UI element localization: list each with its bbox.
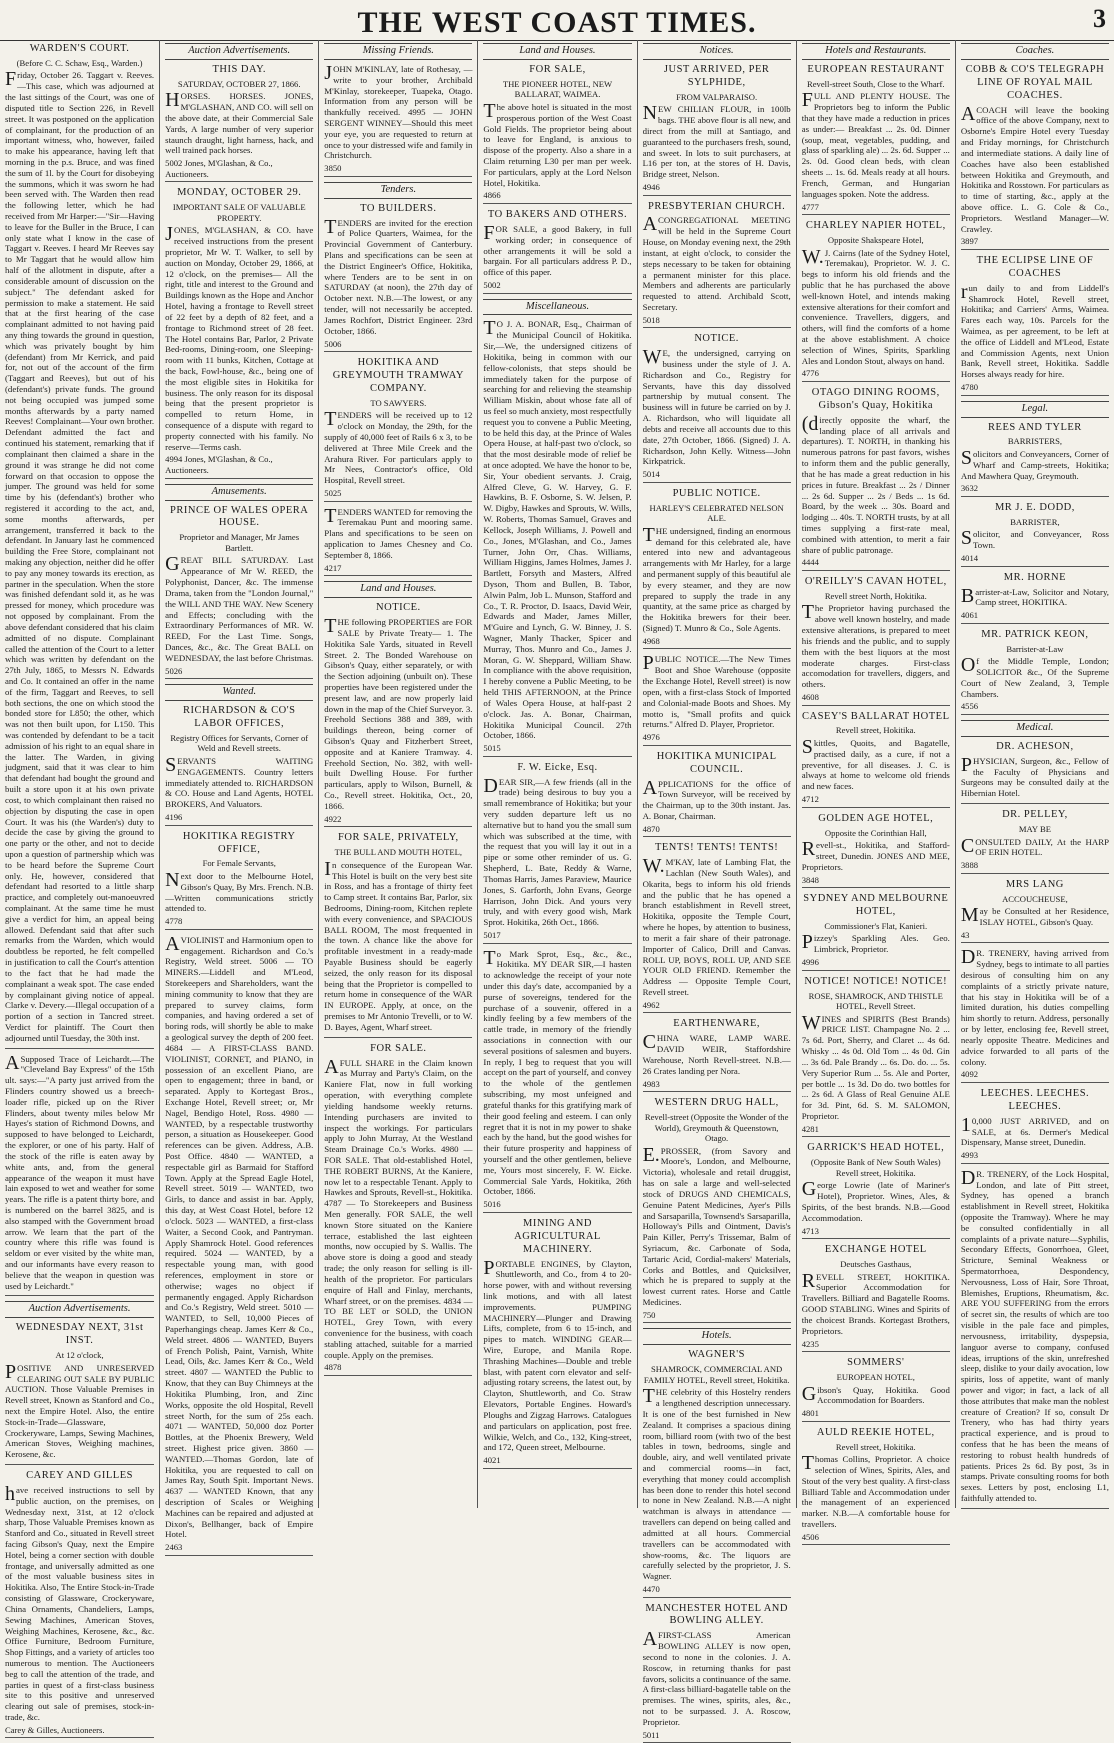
advert-block — [483, 762, 631, 944]
advert-footer: 5018 — [643, 315, 791, 329]
advert-block — [643, 751, 791, 838]
advert-subheading: (Opposite Bank of New South Wales) Revell street, Hokitika. — [810, 1157, 941, 1178]
advert-subheading: SATURDAY, OCTOBER 27, 1866. — [177, 78, 301, 89]
advert-block — [961, 502, 1109, 567]
advert-block — [802, 813, 950, 888]
advert-footer: 3897 — [961, 236, 1109, 250]
advert-footer: 5016 — [483, 1199, 631, 1213]
advert-footer: 4444 — [802, 557, 950, 571]
advert-body: Gibson's Quay, Hokitika. Good Accommodation for Boarders. — [801, 1382, 950, 1406]
advert-subheading: ROSE, SHAMROCK, AND THISTLE HOTEL, Revell Street. — [808, 990, 943, 1012]
advert-block — [483, 299, 631, 757]
advert-subheading: Revell street, Hokitika. — [835, 1441, 916, 1452]
advert-subheading: Barrister-at-Law — [1006, 643, 1064, 654]
advert-subheading: Opposite Shakspeare Hotel, — [827, 234, 924, 245]
page-number: 3 — [1093, 4, 1106, 33]
advert-footer: 4506 — [802, 1532, 950, 1546]
advert-footer: 3888 — [961, 860, 1109, 874]
divider — [961, 1508, 1109, 1509]
advert-footer: 4235 — [802, 1339, 950, 1353]
advert-headline: NOTICE. — [376, 602, 421, 614]
advert-body: GREAT BILL SATURDAY. Last Appearance of Mr W. REED, the Polyphonist, Dancer, &c. The immense Drama, taken from the "London Journal," the WILL AND THE WAY. New Scenery and Effects; concluding with the Extraordinary Performances of MR. W. REED, For the Last Time. Songs, Dances, &c., &c. The Great BALL on WEDNESDAY, the last before Christmas. — [165, 553, 314, 663]
advert-footer: 4092 — [961, 1069, 1109, 1083]
advert-body: DR. TRENERY, of the Lock Hospital, London, and late of Pitt street, Sydney, has opened a branch establishment in Revell street, Hokitika (opposite the Tramway). Where he may be consulted confidentially in all complaints of a private nature—Syphilis, Secondary Effects, Gonorrhoea, Gleet, Stricture, Seminal Weakness or Spermatorrhoea, Despondency, Nervousness, Loss of Hair, Sore Throat, Blemishes, Eruptions, Rheumatism, &c. ARE YOU SUFFERING from the errors of secret sin, the results of which are too visible in the pale face and pimples, nervousness, irritability, dyspepsia, languor averse to company, confused ideas, irruptions of the skin, unrefreshed sleep, dislike to your daily avocation, low spirits, loss of appetite, want of manly power and vigor; in fact, a lack of all those attributes that make man the noblest creature of Creation? If so, consult Dr Trenery, who has had thirty years practical experience, and is proud to confess that he has been the means of restoring to robust health hundreds of patients. Prices 2s 6d. By post, 3s in stamps. Private consulting rooms for both sexes. Letters by post, enclosing L1, faithfully attended to. — [960, 1166, 1109, 1504]
advert-footer: 4780 — [961, 382, 1109, 396]
advert-block — [5, 1051, 155, 1297]
section-heading: Medical. — [961, 720, 1109, 737]
advert-block — [802, 893, 950, 971]
advert-body: ACOACH will leave the booking office of the above Company, next to Osborne's Empire Hotel every Tuesday and Friday mornings, for Christchurch and intermediate stations. A daily line of Coaches have also been established between Hokitika and Greymouth, and Hokitika and Rosstown. For particulars as to time of starting, &c., apply at the above office. L. G. Cole & Co., Proprietors. Westland Manager—W. Crawley. — [960, 102, 1109, 234]
advert-block — [802, 220, 950, 382]
advert-footer: 4556 — [961, 701, 1109, 715]
advert-headline: MONDAY, OCTOBER 29. — [177, 187, 302, 199]
advert-footer: 4968 — [643, 636, 791, 650]
advert-block — [483, 209, 631, 294]
advert-headline: LEECHES. LEECHES. LEECHES. — [980, 1087, 1090, 1112]
advert-body: W.J. Cairns (late of the Sydney Hotel, Teremakau), Proprietor. W. J. C. begs to inform his old friends and the public that he has purchased the above well-known Hotel, and intends making extensive alterations for their comfort and convenience. Travellers, diggers, and others, will find the comforts of a home at the above establishment. A choice selection of Wines, Spirits, Sparkling Ales and London Stout, always on hand. — [801, 245, 950, 366]
advert-body: APPLICATIONS for the office of Town Surveyor, will be received by the Chairman, up to the 30th instant. Jas. A. Bonar, Chairman. — [642, 776, 791, 821]
advert-body: Revell-st., Hokitika, and Stafford-street, Dunedin. JONES AND MEE, Proprietors. — [801, 838, 950, 872]
advert-footer: 3632 — [961, 483, 1109, 497]
advert-body: Barrister-at-Law, Solicitor and Notary, Camp street, HOKITIKA. — [960, 584, 1109, 608]
advert-block — [961, 948, 1109, 1083]
advert-headline: JUST ARRIVED, PER SYLPHIDE, — [663, 63, 770, 88]
advert-subheading: At 12 o'clock, — [55, 1350, 104, 1361]
column-2 — [159, 40, 318, 1553]
advert-headline: EUROPEAN RESTAURANT — [807, 63, 945, 75]
advert-block — [961, 43, 1109, 250]
section-heading: Hotels and Restaurants. — [802, 43, 950, 60]
advert-block — [802, 1357, 950, 1422]
advert-headline: F. W. Eicke, Esq. — [517, 761, 598, 773]
advert-body: The Proprietor having purchased the above well known hostelry, and made extensive alterations, is prepared to meet his friends and the public, and to supply them with the best liquors at the most moderate charges. First-class accomodation for travellers, diggers, and others. — [801, 601, 950, 690]
advert-headline: THIS DAY. — [212, 63, 266, 75]
advert-footer: 5017 — [483, 930, 631, 944]
advert-headline: TO BUILDERS. — [360, 202, 437, 214]
column-5 — [637, 40, 796, 1740]
advert-footer: 5025 — [324, 488, 472, 502]
advert-subheading: HARLEY'S CELEBRATED NELSON ALE. — [649, 502, 784, 524]
advert-footer: 4021 — [483, 1455, 631, 1469]
advert-headline: MR. HORNE — [1003, 571, 1067, 583]
advert-block — [165, 932, 314, 1556]
advert-footer: 5002 Jones, M'Glashan, & Co., Auctioneers. — [165, 158, 313, 182]
section-heading: Hotels. — [643, 1328, 791, 1345]
advert-block — [324, 832, 472, 1037]
column-4 — [477, 40, 636, 1508]
advert-body: Of the Middle Temple, London; SOLICITOR &c., Of the Supreme Court of New Zealand, 3, Temple Chambers. — [960, 654, 1109, 699]
advert-body: AVIOLINIST and Harmonium open to engagement. Richardson and Co.'s Registry, Weld street. 5006 — TO MINERS.—Liddell and M'Leod, Storekeepers and Shareholders, want the mining community to know that they are prepared to survey claims, form companies, and having ordered a set of boring rods, will shortly be able to make a geological survey the depth of 200 feet. 4684 — A FIRST-CLASS BAND. VIOLINIST, CORNET, and PIANO, in possession of an excellent Piano, are open to engagement; three in band, or separated. Apply to Kortegast Bros., Exchange Hotel, Revell street; or, Mr Nagel, Bendigo Hotel, Ross. 4980 — WANTED, by a respectable trustworthy person, a situation as Housekeeper. Good references can be given. Address, A.B. Post Office. 4840 — WANTED, a respectable girl as Barmaid for Stafford Town. Apply at the Spread Eagle Hotel, Revell street. 5019 — WANTED, two Girls, to dance and assist in bar. Apply, this day, at West Coast Hotel, before 12 o'clock. 5023 — WANTED, a first-class Waiter, a Second Cook, and Pantryman. Apply Shamrock Hotel. Good references required. 5024 — WANTED, by a respectable young man, with good references, employment in store or otherwise; wages no object if permanently engaged. Apply Richardson and Co.'s Registry, Weld street. 5010 — WANTED, to Sell, 10,000 Pieces of Paperhangings cheap. James Kerr & Co., Weld street. 4806 — WANTED, Buyers of French Polish, Paint, Varnish, White Lead, Oils, &c. James Kerr & Co., Weld street. 4807 — WANTED the Public to Know, that they can Buy Chimneys at the Hokitika Plumbing, Iron, and Zinc Works, opposite the old Hospital, Revell street North, for the sum of 25s each. 4071 — WANTED, 50,000 doz Porter Bottles, at the Phoenix Brewery, Weld street. Highest price given. 3860 — WANTED.—Thomas Gordon, late of Hokitika, you are requested to call on James Ray, South Spit. Important News. 4637 — WANTED Known, that any description of Scales or Weighing Machines can be repaired and adjusted at Dixon's, Bellhanger, back of Empire Hotel. — [165, 932, 314, 1540]
advert-block — [960, 1166, 1109, 1509]
advert-subheading: THE PIONEER HOTEL, NEW BALLARAT, WAIMEA. — [502, 78, 613, 100]
advert-block — [961, 1088, 1109, 1164]
advert-body: AFULL SHARE in the Claim known as Murray and Party's Claim, on the Kaniere Flat, now in full working operation, with everything complete yielding handsome weekly returns. Intending purchasers are invited to inspect the workings. For particulars apply to John Murray, At the Westland Steam Drainage Co.'s Works. 4980 — FOR SALE. That old-established Hotel, THE ROBERT BURNS, At the Kaniere, now let to a respectable Tenant. Apply to Hawkes and Sprouts, Revell-st., Hokitika. 4787 — To Storekeepers and Business Men generally. FOR SALE, the well known Store situated on the Kaniere terrace, established the last eighteen months, now occupied by S. Wallis. The above store is doing a good and steady trade; the only reason for selling is ill-health of the proprietor. For particulars enquire of Hall and Finlay, merchants, Wharf street, or on the premises. 4834 — TO BE LET or SOLD, the UNION HOTEL, Grey Town, with every convenience for the business, with coach stabling attached, suitable for a married couple. Apply on the premises. — [324, 1055, 473, 1360]
advert-body: 10,000 JUST ARRIVED, and on SALE, at 6s. Dermer's Medical Dispensary, Manse street, Dunedin. — [960, 1113, 1109, 1148]
advert-headline: GARRICK'S HEAD HOTEL, — [807, 1142, 945, 1154]
advert-footer: Carey & Gilles, Auctioneers. — [5, 1725, 154, 1739]
advert-footer: 4866 — [483, 190, 631, 204]
advert-block — [483, 1218, 631, 1469]
advert-footer: 4878 — [324, 1362, 472, 1376]
advert-block — [165, 831, 313, 930]
divider — [961, 803, 1109, 804]
advert-subheading: Revell street North, Hokitika. — [824, 590, 927, 601]
advert-body: TENDERS will be received up to 12 o'clock on Monday, the 29th, for the supply of 40,000 feet of Rails 6 x 3, to be delivered at Three Mile Creek and the Arahura River. For particulars apply to Mr Nees, Contractor's office, Old Hospital, Revell street. — [324, 408, 473, 486]
advert-headline: REES AND TYLER — [988, 421, 1082, 433]
advert-headline: AULD REEKIE HOTEL, — [816, 1426, 935, 1438]
advert-footer: 4993 — [961, 1150, 1109, 1164]
advert-footer: 4922 — [324, 814, 472, 828]
advert-block — [802, 43, 950, 215]
advert-subheading: Deutsches Gasthaus, — [840, 1259, 912, 1270]
advert-body: W.M'KAY, late of Lambing Flat, the Lachlan (New South Wales), and Okarita, begs to inform his old friends and the public that he has opened a branch establishment in Revell street, Hokitika, opposite the Temple Court, where he hopes, by attention to business, to merit a fair share of their patronage. Importer of Calico, Drill and Canvas. ROLL UP, BOYS, ROLL UP, AND SEE YOUR OLD FRIEND. Remember the Address — Opposite Temple Court, Revell street. — [642, 855, 791, 997]
advert-footer: 4281 — [802, 1124, 950, 1138]
advert-footer: 4994 Jones, M'Glashan, & Co., Auctioneers. — [165, 454, 313, 478]
advert-headline: O'REILLY'S CAVAN HOTEL, — [804, 575, 947, 587]
advert-body: SERVANTS WAITING ENGAGEMENTS. Country letters immediately attended to. RICHARDSON & CO. House and Land Agents, HOTEL BROKERS, And Valuators. — [165, 753, 314, 810]
advert-body: FULL AND PLENTY HOUSE. The Proprietors beg to inform the Public that they have made a reduction in prices as under:— Breakfast ... 2s. 0d. Dinner (soup, meat, vegetables, pudding, and glass of sparkling ale) ... 2s. 6d. Supper ... 2s. 0d. Good clean beds, with clean sheets ... 1s. 6d. Meals ready at all hours. French, German, and Hungarian languages spoken. Note the address. — [801, 89, 950, 199]
advert-subheading: TO SAWYERS. — [370, 397, 427, 408]
section-heading: Legal. — [961, 401, 1109, 418]
advert-body: run daily to and from Liddell's Shamrock Hotel, Revell street, Hokitika; and Carriers' Arms, Waimea. Fares each way, 10s. Parcels for the Waimea, as per agreement, to be left at the office of Liddell and M'Leod, Estate and Commission Agents, next Union Bank, Revell street, Hokitika. Saddle Horses always ready for hire. — [960, 280, 1109, 380]
advert-body: Thomas Collins, Proprietor. A choice selection of Wines, Spirits, Ales, and Stout of the very best quality. A first-class Billiard Table and Accommodation under the management of an experienced marker. N.B.—A comfortable house for travellers. — [801, 1452, 950, 1530]
advert-footer: 3848 — [802, 875, 950, 889]
advert-block — [483, 946, 632, 1213]
advert-headline: NOTICE! NOTICE! NOTICE! — [804, 975, 948, 987]
advert-body: AFIRST-CLASS American BOWLING ALLEY is now open, second to none in the colonies. J. A. Roscow, in returning thanks for past favors, solicits a continuance of the same. A first-class billiard-bagatelle table on the premises. The wines, spirits, ales, &c., not to be surpassed. J. A. Roscow, Proprietor. — [642, 1628, 791, 1727]
advert-headline: MINING AND AGRICULTURAL MACHINERY. — [514, 1217, 601, 1255]
advert-body: THE undersigned, finding an enormous demand for this celebrated ale, have entered into new and advantageous arrangements with Mr Harley, for a large and permanent supply of this beautiful ale by every steamer, and they are now prepared to supply the trade in any quantity, at the same price as charged by the Hokitika brewers for their beer. (Signed) T. Munro & Co., Sole Agents. — [642, 523, 791, 634]
advert-headline: DR. PELLEY, — [1002, 809, 1068, 821]
advert-body: PHYSICIAN, Surgeon, &c., Fellow of the Faculty of Physicians and Surgeons may be consulted daily at the Hibernian Hotel. — [960, 753, 1109, 799]
advert-block — [643, 43, 791, 196]
advert-footer: 43 — [961, 930, 1109, 944]
section-heading: Miscellaneous. — [483, 299, 631, 316]
advert-headline: OTAGO DINING ROOMS, Gibson's Quay, Hokitika — [811, 387, 940, 411]
advert-headline: TO BAKERS AND OTHERS. — [487, 209, 628, 220]
advert-block — [643, 1603, 791, 1743]
advert-headline: EXCHANGE HOTEL — [824, 1244, 927, 1256]
advert-body: Pizzey's Sparkling Ales. Geo. Limbrick, Proprietor. — [801, 931, 950, 955]
advert-headline: PUBLIC NOTICE. — [672, 487, 761, 499]
advert-block — [961, 629, 1109, 715]
advert-body: DEAR SIR,—A few friends (all in the trade) being desirous to buy you a small remembrance of Hokitika; but your very sudden departure left us no alternative but to hand you the small sum which was subscribed at the time, with the request that you will lay it out in a pipe or some other reminder of us. G. Shepherd, L. Bate, Reddy & Warne, Thomas Harris, James Paraview, Maurice Jones, S. Garforth, John Evans, George Harrison, John Dick. And yours very truly, and with every good wish, Mark Sprot. Hokitika, 26th Oct., 1866. — [483, 774, 632, 928]
advert-footer: 4713 — [802, 1226, 950, 1240]
column-6 — [796, 40, 955, 1542]
advert-headline: MRS LANG — [1005, 878, 1064, 890]
masthead — [0, 0, 1114, 41]
advert-subheading: Opposite the Corinthian Hall, — [824, 827, 927, 838]
advert-block — [483, 43, 631, 204]
advert-subheading: Revell-street (Opposite the Wonder of the World), Greymouth & Queenstown, Otago. — [644, 1111, 789, 1144]
advert-body: TO J. A. BONAR, Esq., Chairman of the Municipal Council of Hokitika. Sir,—We, the undersigned citizens of Hokitika, being in common with our fellow-colonists, that steps should be immediately taken for the purpose of searching for and relieving the steamship William Miskin, about whose fate all of us feel so much anxiety, most respectfully request you to convene a Public Meeting, to be held this day, at the Prince of Wales Opera House, at half-past two o'clock, so that the most desirable mode of relief be at once adopted. We have the honor to be, Sir, Your obedient servants. J. Craig, Alfred Cleve, G. W. Harvey, G. F. Hawkins, B. F. Osborne, S. W. Jelsen, P. W. Digby, Hawkes and Sprouts, W. Wills, W. Roberts, Thomas Samuel, Graves and Kellock, Joseph Williams, J. Powell and Co., Jones, M'Glashan, and Co., James Turner, John Orr, Chas. Williams, William Higgins, James Holmes, James J. Bartlett, Forsyth and Masters, Alfred Dyson, Thom and Bullen, B. Tabor, Alwin Palm, Job L. Munson, Stafford and Co., T. R. Proctor, D. Isaacs, David Weir, Edwards and Mader, James Miller, M'Guire and Lynch, G. W. Binney, J. S. Wagner, Manly Thacker, Spicer and Murray, Thos. Munro and Co., James J. Moran, G. W. Sheppard, William Shaw. In compliance with the above requisition, I hereby convene a Public Meeting, to be held THIS AFTERNOON, at the Prince of Wales Opera House, at half-past 2 o'clock. Jas. A. Bonar, Chairman, Hokitika Municipal Council. 27th October, 1866. — [483, 317, 632, 741]
advert-headline: FOR SALE, PRIVATELY, — [338, 832, 459, 844]
advert-block — [643, 1097, 791, 1323]
advert-block — [802, 976, 950, 1138]
advert-block — [324, 504, 473, 577]
advert-block — [802, 387, 950, 571]
advert-subheading: Revell street, Hokitika. — [835, 725, 916, 736]
advert-block — [324, 357, 472, 502]
advert-body: PORTABLE ENGINES, by Clayton, Shuttleworth, and Co., from 4 to 20-horse power, with and without reversing link motions, and with all latest improvements. PUMPING MACHINERY—Plunger and Drawing Lifts, complete, from 6 to 15-inch, and pipes to match. WINDING GEAR—Wire, Europe, and Manila Rope. Thrashing Machines—Double and treble blast, with patent corn elevator and self-adjusting rotary screens, the latest out, by Clayton, Shuttleworth, and Co. Straw Elevators, Portable Engines. Howard's Ploughs and Zigzag Harrows. Catalogues and particulars on application, post free. Wilkie, Welch, and Co., 132, King-street, and 172, Queen street, Melbourne. — [483, 1256, 632, 1453]
advert-block — [643, 1328, 791, 1597]
section-heading: Land and Houses. — [324, 581, 472, 598]
advert-footer: 3850 — [324, 163, 472, 177]
advert-subheading: Commissioner's Flat, Kanieri. — [824, 920, 928, 931]
section-heading: Land and Houses. — [483, 43, 631, 60]
advert-block — [643, 201, 791, 329]
newspaper-title: THE WEST COAST TIMES. — [357, 6, 757, 39]
advert-footer: 4801 — [802, 1408, 950, 1422]
advert-subheading: Revell-street South, Close to the Wharf. — [806, 78, 945, 89]
advert-block — [324, 1043, 472, 1376]
advert-headline: HOKITIKA MUNICIPAL COUNCIL. — [656, 750, 777, 775]
advert-body: To Mark Sprot, Esq., &c., &c., Hokitika. MY DEAR SIR,—I hasten to acknowledge the receipt of your note under this day's date, accompanied by a purse of sovereigns, tendered for the purchase of a souvenir, offered in a kindly feeling by a few members of the cattle trade, in memory of the friendly associations in connection with our several positions of salesmen and buyers. In reply, I beg to request that you will accept on the part of yourself, and convey to the whole of the gentlemen subscribing, my most unfeigned and grateful thanks for this gratifying mark of their good feeling and esteem. I can only regret that it is not in my power to shake each by the hand, but the good wishes for their future prosperity and happiness of yourself and the other gentlemen, believe me, Yours most sincerely, F. W. Eicke. Commercial Sale Yards, Hokitika, 26th October, 1866. — [483, 946, 632, 1197]
advert-footer: 4870 — [643, 824, 791, 838]
section-heading: Coaches. — [961, 43, 1109, 60]
advert-subheading: BARRISTERS, — [1007, 436, 1063, 447]
advert-headline: MR J. E. DODD, — [994, 502, 1075, 513]
advert-headline: NOTICE. — [694, 333, 739, 345]
divider — [324, 1037, 472, 1038]
column-7 — [955, 40, 1114, 1508]
advert-footer: 4712 — [802, 794, 950, 808]
divider — [5, 1295, 154, 1296]
section-heading: Tenders. — [324, 182, 472, 199]
advert-footer: 4014 — [961, 553, 1109, 567]
advert-body: Solicitor, and Conveyancer, Ross Town. — [960, 527, 1109, 551]
advert-block — [961, 572, 1109, 624]
advert-headline: MR. PATRICK KEON, — [981, 628, 1089, 640]
advert-subheading: EUROPEAN HOTEL, — [836, 1372, 915, 1382]
advert-subheading: THE BULL AND MOUTH HOTEL, — [334, 847, 463, 858]
advert-body: have received instructions to sell by public auction, on the premises, on Wednesday next, 31st, at 12 o'clock sharp, Those Valuable Premises known as Stanford and Co., situated in Revell street facing Gibson's Quay, next the Empire Hotel, being a corner section with double frontage, and universally admitted as one of the most valuable business sites in Hokitika. Also, The Entire Stock-in-Trade consisting of Glassware, Crockeryware, China Ornaments, Chandeliers, Lamps, Sewing Machines, American Stoves, Weighing Machines, Kerosene, &c., &c. Office Furniture, Bedroom Furniture, Shop Fittings, and a variety of articles too numerous to mention. The Auctioneers beg to call the attention of the trade, and parties in quest of a first-class business site to this positive and unreserved clearing out sale of premises, stock-in-trade, &c. — [5, 1482, 155, 1723]
advert-body: Friday, October 26. Taggart v. Reeves.—This case, which was adjourned at the last sittings of the Court, was one of disputed title to Section 226, in Revell street. It was postponed on the application of complainant, for the production of an important witness, who, however, failed to make his appearance, having left that morning in the p.s. Bruce, and was fined the sum of 1l. by the Court for disobeying the summons, which it was sworn he had been served with. The Warden then read the following letter, which he had received from Mr Harper:—"Sir—Having to leave for the Buller in the Bruce, I can only state what I know in the case of Taggart v. Reeves. I heard Mr Reeves say to Mr Taggart that he would allow him half of the allotment in dispute, after a considerable amount of discussion on the subject." The defendant asked for permission to make a statement. He said that at the first hearing of the case complainant admitted to not having paid any thing towards the ground in question, which was privately bought by him (defendant) from Mr Kerrick, and paid for, not out of the account of the firm (Taggart and Reeves), but out of his (defendant's) private funds. The ground not being occupied was jumped some months afterwards by a party named Reeves! Complainant—Your own brother. Defendant admitted the fact and continued his statement, remarking that if complainant then claimed a share in the ground it was strange he did not come forward on that occasion to oppose the jumper. The ground was held for some time by his (defendant's) brother who registered it according to the act, and, some months afterwards, per arrangement, transferred it back to the defendant. In January last he commenced building the Free Store, complainant not making any objection, neither did he offer to pay any money towards its erection, as partner in the speculation. When the store was finished defendant sold it, as he was pressed for money, which procedure was not opposed by complainant. From the above defendant considered that his claim admitted of no dispute. Complainant called the attention of the Court to a letter which was written by defendant on the 27th July, 1865, to Messrs N. Edwards and Co. It contained an offer in the name of the firm, Taggart and Reeves, to sell both sections, the one on which stood the bonded store for L850; the other, which was not then built upon, for L150. This was contended by defendant to be a tacit admission of his right to an equal share in the latter. The Warden, in giving judgment, said that it was clear to him that defendant had bought the ground and built a store upon it at his own private cost, to which complainant then raised no objection by disputing the case in open Court. It was his (the Warden's) duty to decide the case by giving the ground to one party or the other, and not to decide upon a question of partnership which was to be heard before the Supreme Court only. He, however, considered that defendant had resorted to a little sharp practice, and completely out-manoeuvred complainant. At the same time he must give a verdict for him, an appeal being allowed. Defendant said that after such remarks from the Warden, which would doubtless be reported, he felt compelled in justification to call the Court's attention to the fact that he had made the complainant a weak spot. The case ended by complainant giving notice of appeal. Clarke v. Devery.—Illegal occupation of a portion of a section in Tancred street. Verdict for plaintiff. The Court then adjourned until Tuesday, the 30th inst. — [5, 68, 155, 1043]
advert-subheading: Proprietor and Manager, Mr James Bartlett. — [179, 532, 300, 553]
advert-headline: EARTHENWARE, — [673, 1018, 760, 1030]
advert-footer: 5026 — [165, 666, 313, 680]
advert-body: JOHN M'KINLAY, late of Rothesay, —write to your brother, Archibald M'Kinlay, storekeeper, Tuapeka, Otago. Information from any person will be thankfully received. 4995 — JOHN SERGENT WINNEY—Should this meet your eye, you are requested to return at once to your distressed wife and family in Christchurch. — [324, 61, 473, 161]
advert-headline: DR. ACHESON, — [996, 740, 1074, 752]
advert-footer: 5002 — [483, 280, 631, 294]
advert-block — [165, 187, 313, 478]
advert-block — [802, 1142, 950, 1239]
advert-body: THE following PROPERTIES are FOR SALE by Private Treaty— 1. The Hokitika Sale Yards, situated in Revell Street. 2. The Bonded Warehouse on Gibson's Quay, either separately, or with the Section adjoining (unbuilt on). These properties have been registered under the present law, and are now properly laid down in the map of the Chief Surveyor. 3. Freehold Sections 388 and 389, with buildings thereon, being corner of Gibson's Quay and Fitzherbert Street, opposite and at Kaniere Tramway. 4. Freehold Section, No. 382, with well-built Dwelling House. For further particulars, apply to Wilson, Burnell, & Co., Revell street. Hokitika, Oct., 20, 1866. — [324, 615, 473, 811]
advert-footer: 4776 — [802, 368, 950, 382]
advert-subheading: Registry Offices for Servants, Corner of Weld and Revell streets. — [170, 732, 309, 754]
advert-headline: PRINCE OF WALES OPERA HOUSE. — [170, 504, 309, 529]
advert-footer: 2463 — [165, 1542, 313, 1556]
section-heading: Auction Advertisements. — [165, 43, 313, 60]
newspaper-columns — [0, 40, 1114, 1740]
advert-block — [643, 333, 791, 482]
advert-headline: COBB & CO'S TELEGRAPH LINE OF ROYAL MAIL COACHES. — [965, 63, 1105, 101]
column-3 — [318, 40, 477, 1508]
advert-footer: 5006 — [324, 339, 472, 353]
advert-footer: 4962 — [643, 1000, 791, 1014]
advert-subheading: BARRISTER, — [1010, 516, 1060, 527]
advert-block — [643, 654, 791, 745]
advert-block — [5, 1301, 154, 1465]
advert-body: George Lowrie (late of Mariner's Hotel), Proprietor. Wines, Ales, & Spirits, of the best brands. N.B.—Good Accommodation. — [801, 1178, 950, 1223]
advert-subheading: (Before C. C. Schaw, Esq., Warden.) — [16, 57, 143, 68]
advert-body: ASupposed Trace of Leichardt.—The "Cleveland Bay Express" of the 15th ult. says:—"A party just arrived from the Flinders country showed us a breech-loader rifle, picked up on the River Flinders, about twenty miles below Mr Hayes's station of Richmond Downs, and supposed to have belonged to Leichardt, the explorer, or one of his party. Half of the stock of the rifle is eaten away by white ants, and, from the general appearance of the weapon it must have lain exposed to wet and weather for some years. The rifle is a patent thirty bore, and is numbered on the barrel 3825, and is also stamped with the Government broad arrow. We learn that the part of the country where this rifle was found is seldom or ever visited by the white man, and our informants have every reason to believe that the weapon in question was used by Leichardt." — [5, 1051, 155, 1291]
section-heading: Missing Friends. — [324, 43, 472, 60]
divider — [5, 1048, 154, 1049]
advert-footer: 4778 — [165, 916, 313, 930]
advert-subheading: ACCOUCHEUSE, — [1002, 893, 1068, 904]
advert-subheading: IMPORTANT SALE OF VALUABLE PROPERTY. — [172, 202, 306, 223]
section-heading: Notices. — [643, 43, 791, 60]
advert-body: ACONGREGATIONAL MEETING will be held in the Supreme Court House, on Monday evening next, the 29th instant, at eight o'clock, to consider the steps necessary to be taken for obtaining a permanent minister for this place. Members and adherents are particularly requested to attend. Archibald Scott, Secretary. — [642, 213, 791, 312]
advert-footer: 5011 — [643, 1730, 791, 1743]
advert-body: NEW CHILIAN FLOUR, in 100lb bags. THE above flour is all new, and direct from the mill at Santiago, and guaranteed to the purchasers fresh, sound, and sweet. In lots to suit purchasers, at L16 per ton, at the stores of H. Davis, Bridge street, Nelson. — [642, 102, 791, 180]
advert-block — [961, 809, 1109, 874]
advert-block — [324, 182, 472, 352]
divider — [5, 1464, 154, 1465]
advert-block — [961, 879, 1109, 944]
section-heading: Wanted. — [165, 684, 313, 701]
advert-headline: MANCHESTER HOTEL AND BOWLING ALLEY. — [645, 1602, 788, 1627]
advert-body: (directly opposite the wharf, the landing place of all arrivals and departures). T. NORTH, in thanking his numerous patrons for past favors, wishes to inform them and the public generally, that he has made a great reduction in his prices in future. Breakfast ... 2s / Dinner ... 2s 6d. Supper ... 2s / Beds ... 1s 6d. Board, by the week ... 30s. Board and lodging ... 40s. T. NORTH trusts, by at all times supplying a first-rate meal, combined with attention, to merit a fair share of public patronage. — [801, 412, 950, 555]
advert-headline: CASEY'S BALLARAT HOTEL — [802, 710, 950, 722]
advert-body: CHINA WARE, LAMP WARE. DAVID WEIR, Staffordshire Warehouse, North Revell-street. N.B.—26 Crates landing per Nora. — [642, 1031, 791, 1076]
advert-footer: 750 — [643, 1310, 791, 1324]
advert-footer: 4061 — [961, 610, 1109, 624]
advert-block — [5, 1470, 154, 1738]
advert-headline: RICHARDSON & CO'S LABOR OFFICES, — [182, 705, 296, 729]
advert-headline: PRESBYTERIAN CHURCH. — [648, 200, 786, 212]
advert-body: WINES and SPIRITS (Best Brands) PRICE LIST. Champagne No. 2 ... 7s 6d. Port, Sherry, and Claret ... 4s 6d. Whisky ... 4s 0d. Old Tom ... 4s 0d. Gin ... 3s 6d. Pale Brandy ... 6s. Do. do. ... 5s. Very Superior Rum ... 5s. Ale and Porter, per bottle ... 1s 3d. Do do. two bottles for ... 2s 6d. A Glass of Real Genuine ALE for 3d. Pint, 6d. S. M. SALOMON, Proprietor. — [801, 1011, 950, 1121]
advert-block — [802, 711, 950, 808]
advert-footer: 4196 — [165, 812, 313, 826]
advert-block — [324, 43, 472, 177]
advert-footer: 5015 — [483, 743, 631, 757]
advert-block — [961, 720, 1109, 804]
advert-body: May be Consulted at her Residence, ISLAY HOTEL, Gibson's Quay. — [960, 904, 1109, 928]
advert-footer: 5014 — [643, 469, 791, 483]
advert-headline: TENTS! TENTS! TENTS! — [654, 842, 779, 854]
advert-footer: 4217 — [324, 563, 472, 577]
advert-block — [802, 1427, 950, 1546]
advert-block — [165, 684, 313, 825]
advert-headline: WEDNESDAY NEXT, 31st INST. — [15, 1322, 144, 1347]
advert-body: DR. TRENERY, having arrived from Sydney, begs to intimate to all parties desirous of consulting him on any complaints of a strictly private nature, that his stay in Hokitika will be of a limited duration, his duties compelling him shortly to return. Address, personally or by letter, enclosing fee, Revell street, nearly opposite Theatre. Medicines and advice forwarded to all parts of the colony. — [960, 946, 1109, 1067]
advert-body: WE, the undersigned, carrying on business under the style of J. A. Richardson and Co., Registry for Servants, have this day dissolved partnership by mutual consent. The business will in future be carried on by J. A. Richardson, who will liquidate all debts and receive all accounts due to this date, 27th October, 1866. (Signed) J. A. Richardson, John Kelly. Witness—John Kirkpatrick. — [642, 346, 791, 467]
advert-footer: 4608 — [802, 692, 950, 706]
advert-block — [643, 842, 791, 1013]
advert-headline: GOLDEN AGE HOTEL, — [818, 812, 934, 824]
advert-block — [802, 576, 950, 706]
advert-block — [961, 255, 1109, 396]
advert-block — [5, 43, 154, 1049]
advert-body: TENDERS are invited for the erection of Police Quarters, Waimea, for the Provincial Government of Canterbury. Plans and specifications can be seen at the District Engineer's Office, Hokitika, where Tenders are to be sent in on SATURDAY (at noon), the 27th day of October next. N.B.—The lowest, or any tender, will not necessarily be accepted. James Rochfort, District Engineer. 23rd October, 1866. — [324, 215, 473, 336]
advert-body: JONES, M'GLASHAN, & CO. have received instructions from the present proprietor, Mr W. T. Walker, to sell by auction on Monday, October 29, 1866, at 12 o'clock, on the premises— All the right, title and interest to the Ground and Buildings known as the Hope and Anchor Hotel, having a frontage to Revell street of 22 feet by a depth of 82 feet, and a frontage to Richmond street of 28 feet. The Hotel contains Bar, Parlor, 2 Private Bed-rooms, Dining-room, one Sleeping-room with 11 bunks, Kitchen, Cottage at the back, Fowl-house, &c., being one of the most eligible sites in Hokitika for business. The only reason for its disposal being that the present proprietor is compelled to return Home, in consequence of a dispute with regard to property connected with his family. No reserve—Terms cash. — [165, 223, 314, 452]
advert-block — [165, 43, 313, 182]
advert-body: FOR SALE, a good Bakery, in full working order; in consequence of other arrangements it will be sold a bargain. For all particulars address P. D., office of this paper. — [483, 221, 632, 278]
advert-block — [643, 1018, 791, 1092]
advert-headline: HOKITIKA REGISTRY OFFICE, — [182, 830, 296, 855]
section-heading: Auction Advertisements. — [5, 1301, 154, 1318]
advert-body: The above hotel is situated in the most prosperous portion of the West Coast Gold Fields. The proprietor being about to leave for England, is anxious to dispose of the property. Also a share in a Claim returning L30 per man per week. For particulars, apply at the Lord Nelson Hotel, Hokitika. — [483, 99, 632, 188]
advert-footer: 4470 — [643, 1584, 791, 1598]
advert-body: THE celebrity of this Hostelry renders a lengthened description unnecessary. It is one of the best furnished in New Zealand. It comprises a spacious dining room, billiard room (with two of the best tables in town, bedrooms, single and double, airy, and well ventilated private and commercial rooms—in fact, everything that money could accomplish has been done to render this hotel second to none in New Zealand. N.B.—A night watchman is always in attendance — travellers can depend on being called and admitted at all hours. Commercial travellers can be accommodated with show-rooms, &c. The liquors are carefully selected by the proprietor, J. S. Wagner. — [642, 1385, 791, 1582]
advert-headline: THE ECLIPSE LINE OF COACHES — [976, 254, 1094, 279]
advert-subheading: FROM VALPARAISO. — [676, 91, 758, 102]
advert-body: CONSULTED DAILY, At the HARP OF ERIN HOTEL. — [960, 834, 1109, 858]
section-heading: Amusements. — [165, 484, 313, 501]
advert-headline: FOR SALE, — [529, 63, 586, 75]
advert-headline: FOR SALE. — [370, 1042, 427, 1054]
advert-headline: SYDNEY AND MELBOURNE HOTEL, — [803, 893, 949, 917]
advert-body: In consequence of the European War. This Hotel is built on the very best site in Ross, and has a frontage of thirty feet to Camp street. It contains Bar, Parlor, six Bedrooms, Dining-room, Kitchen replete with every convenience, and SPACIOUS BALL ROOM, The most frequented in the town. A chance like the above for profitable investment in a ready-made Payable Business should be eagerly seized, the only reason for its disposal being that the Proprietor is compelled to return home in consequence of the WAR IN EUROPE. Apply, at once, on the premises to Mr Antonio Trevelli, or to W. D. Bayes, Agent, Wharf street. — [324, 857, 473, 1032]
advert-block — [324, 581, 472, 827]
advert-body: Next door to the Melbourne Hotel, Gibson's Quay, By Mrs. French. N.B.—Written communications strictly attended to. — [165, 868, 314, 914]
advert-block — [643, 488, 791, 650]
advert-footer: 4996 — [802, 957, 950, 971]
advert-footer: 4983 — [643, 1079, 791, 1093]
advert-block — [961, 401, 1109, 497]
advert-headline: CAREY AND GILLES — [26, 1470, 133, 1482]
advert-footer: 4777 — [802, 202, 950, 216]
advert-body: Solicitors and Conveyancers, Corner of Wharf and Camp-streets, Hokitika; And Mawhera Quay, Greymouth. — [960, 447, 1109, 481]
advert-subheading: SHAMROCK, COMMERCIAL AND FAMILY HOTEL, Revell street, Hokitika. — [643, 1364, 790, 1385]
advert-headline: SOMMERS' — [847, 1357, 905, 1369]
advert-subheading: For Female Servants, — [202, 858, 276, 869]
advert-body: PUBLIC NOTICE.—The New Times Boot and Shoe Warehouse (opposite the Exchange Hotel, Revell street) is now open, with a first-class Stock of Imported and Colonial-made Boots and Shoes. My motto is, "Small profits and quick returns." Alfred D. Player, Proprietor. — [642, 652, 791, 730]
advert-footer: 4946 — [643, 182, 791, 196]
advert-body: Skittles, Quoits, and Bagatelle, practised daily, as a cure, if not a preventive, for all diseases. J. C. is always at home to welcome old friends and new faces. — [801, 735, 950, 792]
advert-body: HORSES. HORSES. JONES, M'GLASHAN, AND CO. will sell on the above date, at their Commercial Sale Yards, A large number of very superior staunch draught, light harness, hack, and well trained pack horses. — [165, 89, 314, 156]
advert-headline: WESTERN DRUG HALL, — [654, 1097, 779, 1109]
advert-body: REVELL STREET, HOKITIKA. Superior Accommodation for Travellers. Billiard and Bagatelle Rooms. GOOD STABLING. Wines and Spirits of the choicest Brands. Kortegast Brothers, Proprietors. — [801, 1269, 950, 1336]
advert-body: TENDERS WANTED for removing the Teremakau Punt and mooring same. Plans and specifications to be seen on application to James Chesney and Co. September 8, 1866. — [324, 504, 473, 560]
advert-footer: 4976 — [643, 732, 791, 746]
column-1 — [0, 40, 159, 1735]
advert-body: POSITIVE AND UNRESERVED CLEARING OUT SALE BY PUBLIC AUCTION. Those Valuable Premises in Revell street, Known as Stanford and Co., next the Empire Hotel. Also, the entire Stock-in-Trade—Glassware, Crockeryware, Lamps, Sewing Machines, American Stoves, Weighing machines, Kerosene, &c. — [5, 1360, 155, 1460]
advert-headline: WAGNER'S — [688, 1349, 745, 1361]
advert-headline: CHARLEY NAPIER HOTEL, — [805, 220, 946, 232]
advert-subheading: MAY BE — [1018, 824, 1051, 834]
advert-block — [165, 484, 313, 680]
advert-headline: WARDEN'S COURT. — [29, 43, 130, 54]
advert-block — [802, 1244, 950, 1352]
advert-headline: HOKITIKA AND GREYMOUTH TRAMWAY COMPANY. — [332, 357, 464, 394]
advert-body: E.PROSSER, (from Savory and Moore's, London, and Melbourne, Victoria), wholesale and retail druggist, has on sale a large and well-selected stock of DRUGS AND CHEMICALS, Genuine Patent Medicines, Ayer's Pills and Sarsaparilla, Townsend's Sarsaparilla, Holloway's Pills and Ointment, Davis's Pain Killer, Perry's Trissemar, Balm of Syriacum, &c. Carbonate of Soda, Tartaric Acid, Cordial-makers' Materials, Corks and Bottles, and Quicksilver, which he is prepared to supply at the lowest current rates. Horse and Cattle Medicines. — [642, 1143, 791, 1308]
